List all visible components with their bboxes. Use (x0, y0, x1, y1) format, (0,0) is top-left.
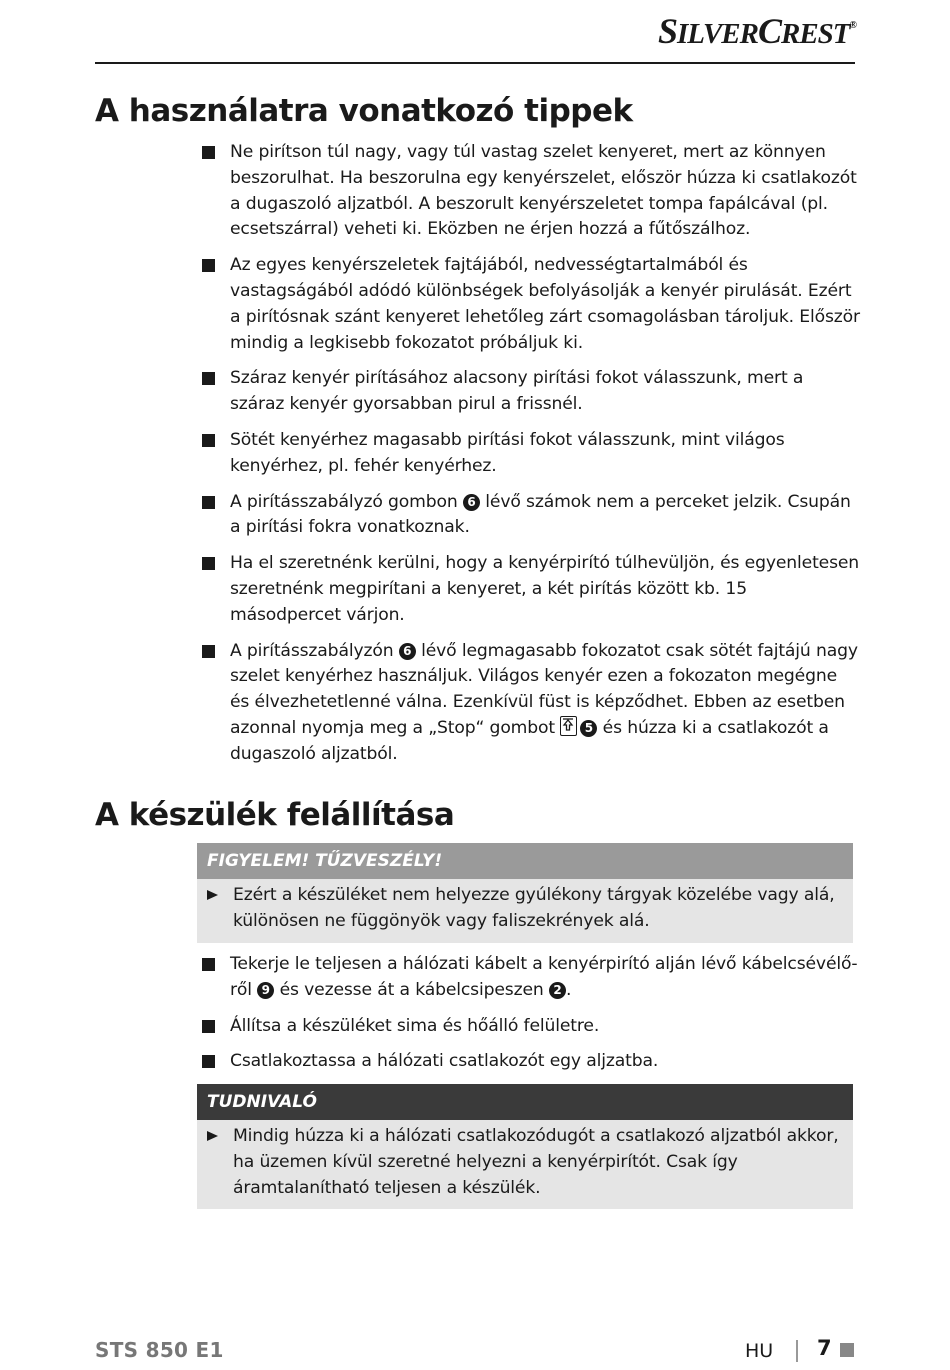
reference-number-badge: 6 (463, 494, 480, 511)
list-item: Tekerje le teljesen a hálózati kábelt a kenyérpirító alján lévő kábelcsévélő-ről 9 és vezesse át a kábelcsipeszen 2 . (200, 952, 860, 1004)
square-bullet-icon (202, 958, 215, 971)
note-heading: TUDNIVALÓ (197, 1084, 853, 1120)
note-box: TUDNIVALÓ Mindig húzza ki a hálózati csatlakozódugót a csatlakozó aljzatból akkor, ha üzemen kívül szeretné helyezni a kenyérpirítót. Csak így áramtalanítható teljesen a készülék. (197, 1084, 853, 1209)
square-bullet-icon (202, 372, 215, 385)
arrow-bullet-icon (207, 890, 218, 900)
warning-heading: FIGYELEM! TŰZVESZÉLY! (197, 843, 853, 879)
stop-button-icon (560, 716, 577, 736)
square-bullet-icon (202, 434, 215, 447)
list-item: Ha el szeretnénk kerülni, hogy a kenyérpirító túlhevüljön, és egyenletesen szeretnénk megpirítani a kenyeret, a két pirítás között kb. 15 másodpercet várjon. (200, 551, 860, 628)
square-bullet-icon (202, 1055, 215, 1068)
reference-number-badge: 6 (399, 643, 416, 660)
square-bullet-icon (202, 496, 215, 509)
list-item: Csatlakoztassa a hálózati csatlakozót egy aljzatba. (200, 1049, 860, 1075)
footer-model-number: STS 850 E1 (95, 1338, 224, 1362)
tips-list (200, 140, 860, 778)
section-title-tips: A használatra vonatkozó tippek (95, 93, 633, 129)
square-bullet-icon (202, 146, 215, 159)
footer-language: HU (745, 1340, 774, 1362)
brand-logo: SILVERCREST® (657, 11, 856, 51)
footer-divider (796, 1340, 798, 1362)
square-bullet-icon (202, 645, 215, 658)
square-bullet-icon (202, 557, 215, 570)
list-item: Sötét kenyérhez magasabb pirítási fokot válasszunk, mint világos kenyérhez, pl. fehér kenyérhez. (200, 428, 860, 480)
square-bullet-icon (202, 1020, 215, 1033)
setup-list (200, 952, 860, 1085)
list-item: Állítsa a készüléket sima és hőálló felületre. (200, 1014, 860, 1040)
list-item: Az egyes kenyérszeletek fajtájából, nedvességtartalmából és vastagságából adódó különbségek befolyásolják a kenyér pirulását. Ezért a pirítósnak szánt kenyeret lehetőleg zárt csomagolásban tároljuk. Először mindig a legkisebb fokozatot próbáljuk ki. (200, 253, 860, 356)
header-rule (95, 62, 855, 64)
reference-number-badge: 5 (580, 720, 597, 737)
warning-box: FIGYELEM! TŰZVESZÉLY! Ezért a készüléket nem helyezze gyúlékony tárgyak közelébe vagy alá, különösen ne függönyök vagy faliszekrények alá. (197, 843, 853, 943)
page-number: 7 (817, 1336, 832, 1360)
reference-number-badge: 9 (257, 982, 274, 999)
list-item: A pirításszabályzón 6 lévő legmagasabb fokozatot csak sötét fajtájú nagy szelet kenyérhez használjuk. Világos kenyér ezen a fokozaton megégne és élvezhetetlenné válna. Ezenkívül füst is képződhet. Ebben az esetben azonnal nyomja meg a „Stop“ gombot 5 és húzza ki a csatlakozót a dugaszoló aljzatból. (200, 639, 860, 768)
list-item: A pirításszabályzó gombon 6 lévő számok nem a perceket jelzik. Csupán a pirítási fokra vonatkoznak. (200, 490, 860, 542)
square-bullet-icon (202, 259, 215, 272)
list-item: Száraz kenyér pirításához alacsony pirítási fokot válasszunk, mert a száraz kenyér gyorsabban pirul a frissnél. (200, 366, 860, 418)
list-item: Ne pirítson túl nagy, vagy túl vastag szelet kenyeret, mert az könnyen beszorulhat. Ha beszorulna egy kenyérszelet, először húzza ki csatlakozót a dugaszoló aljzatból. A beszorult kenyérszeletet tompa fapálcával (pl. ecsetszárral) veheti ki. Eközben ne érjen hozzá a fűtőszálhoz. (200, 140, 860, 243)
reference-number-badge: 2 (549, 982, 566, 999)
section-title-setup: A készülék felállítása (95, 797, 455, 833)
page-marker-icon (840, 1343, 854, 1357)
arrow-bullet-icon (207, 1131, 218, 1141)
